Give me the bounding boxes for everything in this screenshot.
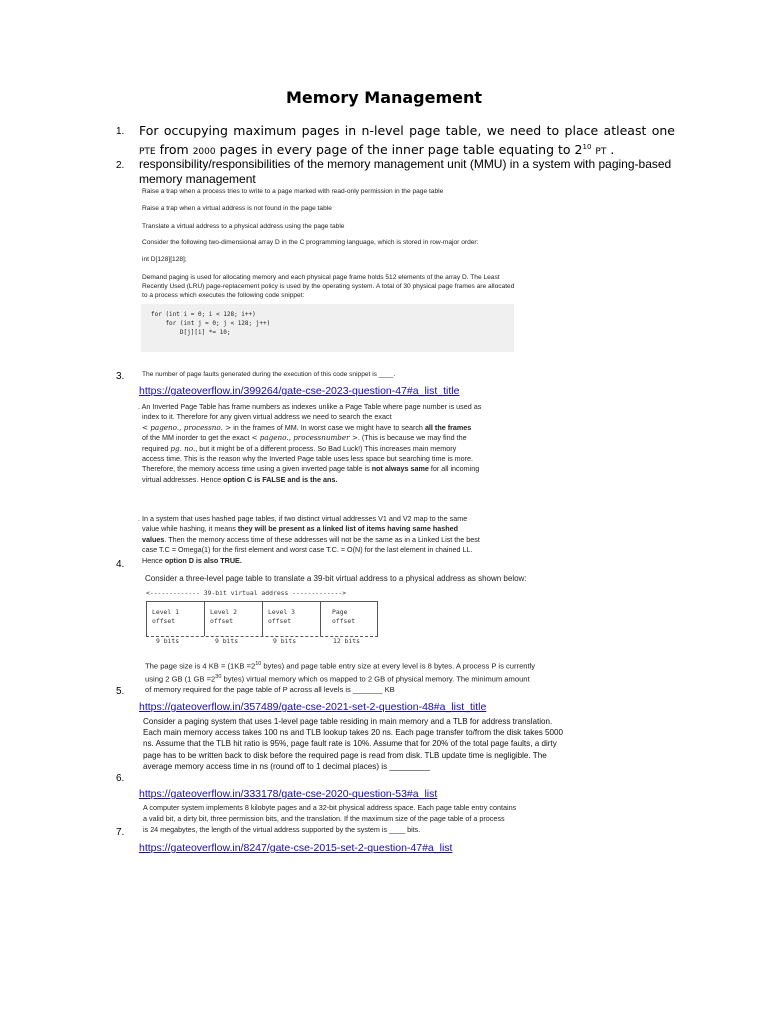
hashed-page-table-answer: . In a system that uses hashed page tables, if two distinct virtual addresses V1 and V2 map to the same value while hashing, it means they will be present as a linked list of items having same hashed values. Then the memory access time of these addresses will not be the same as in a Linked List the best case T.C = Omega(1) for the first element and worst case T.C. = O(N) for the last element in chained LL. Hence option D is also TRUE. bbox=[138, 514, 480, 565]
question-5-text: Consider a paging system that uses 1-level page table residing in main memory and a TLB for address translation. Each main memory access takes 100 ns and TLB lookup takes 20 ns. Each page transfer to/from the disk takes 5000 ns. Assume that the TLB hit ratio is 95%, page fault rate is 10%. Assume that for 20% of the total page faults, a dirty page has to be written back to disk before the required page is read from disk. TLB update time is negligible. The average memory access time in ns (round off to 1 decimal places) is _________ bbox=[143, 717, 564, 771]
question-3-link[interactable]: https://gateoverflow.in/399264/gate-cse-2023-question-47#a_list_title bbox=[139, 385, 460, 397]
item-2-text: responsibility/responsibilities of the memory management unit (MMU) in a system with paging-based memory management bbox=[139, 157, 672, 186]
code-snippet: for (int i = 0; i < 128; i++) for (int j = 0; j < 128; j++) D[j][i] *= 10; bbox=[141, 304, 514, 352]
bits-label: 9 bits bbox=[273, 637, 297, 645]
page-offset-cell: Page offset bbox=[332, 608, 356, 625]
address-diagram bbox=[146, 601, 378, 637]
bits-label: 9 bits bbox=[215, 637, 239, 645]
list-number: 3. bbox=[116, 371, 125, 382]
level-3-cell: Level 3 offset bbox=[268, 608, 295, 625]
question-4-text: The page size is 4 KB = ($1KB =2^{10}$ bytes) and page table entry size at every level is 8 bytes. A process P is currently using 2 GB (1 GB $=2^{30}$ bytes) virtual memory which os mapped to 2 GB of physical memory. The minimum amount of memory required for the page table of P across all levels is _______ KB bbox=[145, 661, 536, 695]
mmu-options bbox=[142, 187, 522, 231]
level-1-cell: Level 1 offset bbox=[152, 608, 179, 625]
question-3-text: The number of page faults generated during the execution of this code snippet is ____. bbox=[142, 371, 396, 378]
bits-label: 12 bits bbox=[333, 637, 360, 645]
mmu-option: Raise a trap when a virtual address is not found in the page table bbox=[142, 205, 332, 213]
address-diagram-header: <------------- 39-bit virtual address -------------> bbox=[146, 589, 347, 597]
question-4-link[interactable]: https://gateoverflow.in/357489/gate-cse-2021-set-2-question-48#a_list_title bbox=[139, 701, 487, 713]
list-number: 7. bbox=[116, 827, 125, 838]
page-title: Memory Management bbox=[285, 88, 483, 107]
mmu-option: Raise a trap when a process tries to write to a page marked with read-only permission in the page table bbox=[142, 188, 444, 195]
list-number: 6. bbox=[116, 773, 125, 784]
question-5-link[interactable]: https://gateoverflow.in/333178/gate-cse-2020-question-53#a_list bbox=[139, 788, 438, 800]
bits-label: 9 bits bbox=[156, 637, 180, 645]
list-number: 4. bbox=[116, 559, 125, 570]
question-3-block: Consider the following two-dimensional array D in the C programming language, which is stored in row-major order: int D[128][128]; Demand paging is used for allocating memory and each physical page frame holds 512 elements of the array D. The Least Recently Used (LRU) page-replacement policy is used by the operating system. A total of 30 physical page frames are allocated to a process which executes the following code snippet: bbox=[142, 239, 515, 300]
list-number: 5. bbox=[116, 686, 125, 697]
item-1-text: For occupying maximum pages in n-level page table, we need to place atleast one PTE from 2000 pages in every page of the inner page table equating to $2^{10}$ PT . bbox=[139, 123, 675, 158]
question-6-text: A computer system implements 8 kilobyte pages and a 32-bit physical address space. Each page table entry contains a valid bit, a dirty bit, three permission bits, and the translation. If the maximum size of the page table of a process is 24 megabytes, the length of the virtual address supported by the system is ____ bits. bbox=[143, 803, 517, 834]
level-2-cell: Level 2 offset bbox=[210, 608, 237, 625]
list-number: 1. bbox=[116, 126, 125, 137]
inverted-page-table-answer: . An Inverted Page Table has frame numbers as indexes unlike a Page Table where page number is used as index to it. Therefore for any given virtual address we need to search the exact < pageno., processno. > in the frames of MM. In worst case we might have to search all the frames of the MM inorder to get the exact < pageno., processnumber >. (This is because we may find the required pg. no., but it might be of a different process. So Bad Luck!) This increases main memory access time. This is the reason why the Inverted Page table uses less space but searching time is more. Therefore, the memory access time using a given inverted page table is not always same for all incoming virtual addresses. Hence option C is FALSE and is the ans. bbox=[138, 402, 482, 484]
list-number: 2. bbox=[116, 160, 125, 171]
mmu-option: Translate a virtual address to a physical address using the page table bbox=[142, 222, 345, 230]
question-4-intro: Consider a three-level page table to translate a 39-bit virtual address to a physical address as shown below: bbox=[145, 574, 527, 583]
question-6-link[interactable]: https://gateoverflow.in/8247/gate-cse-2015-set-2-question-47#a_list bbox=[139, 842, 453, 854]
